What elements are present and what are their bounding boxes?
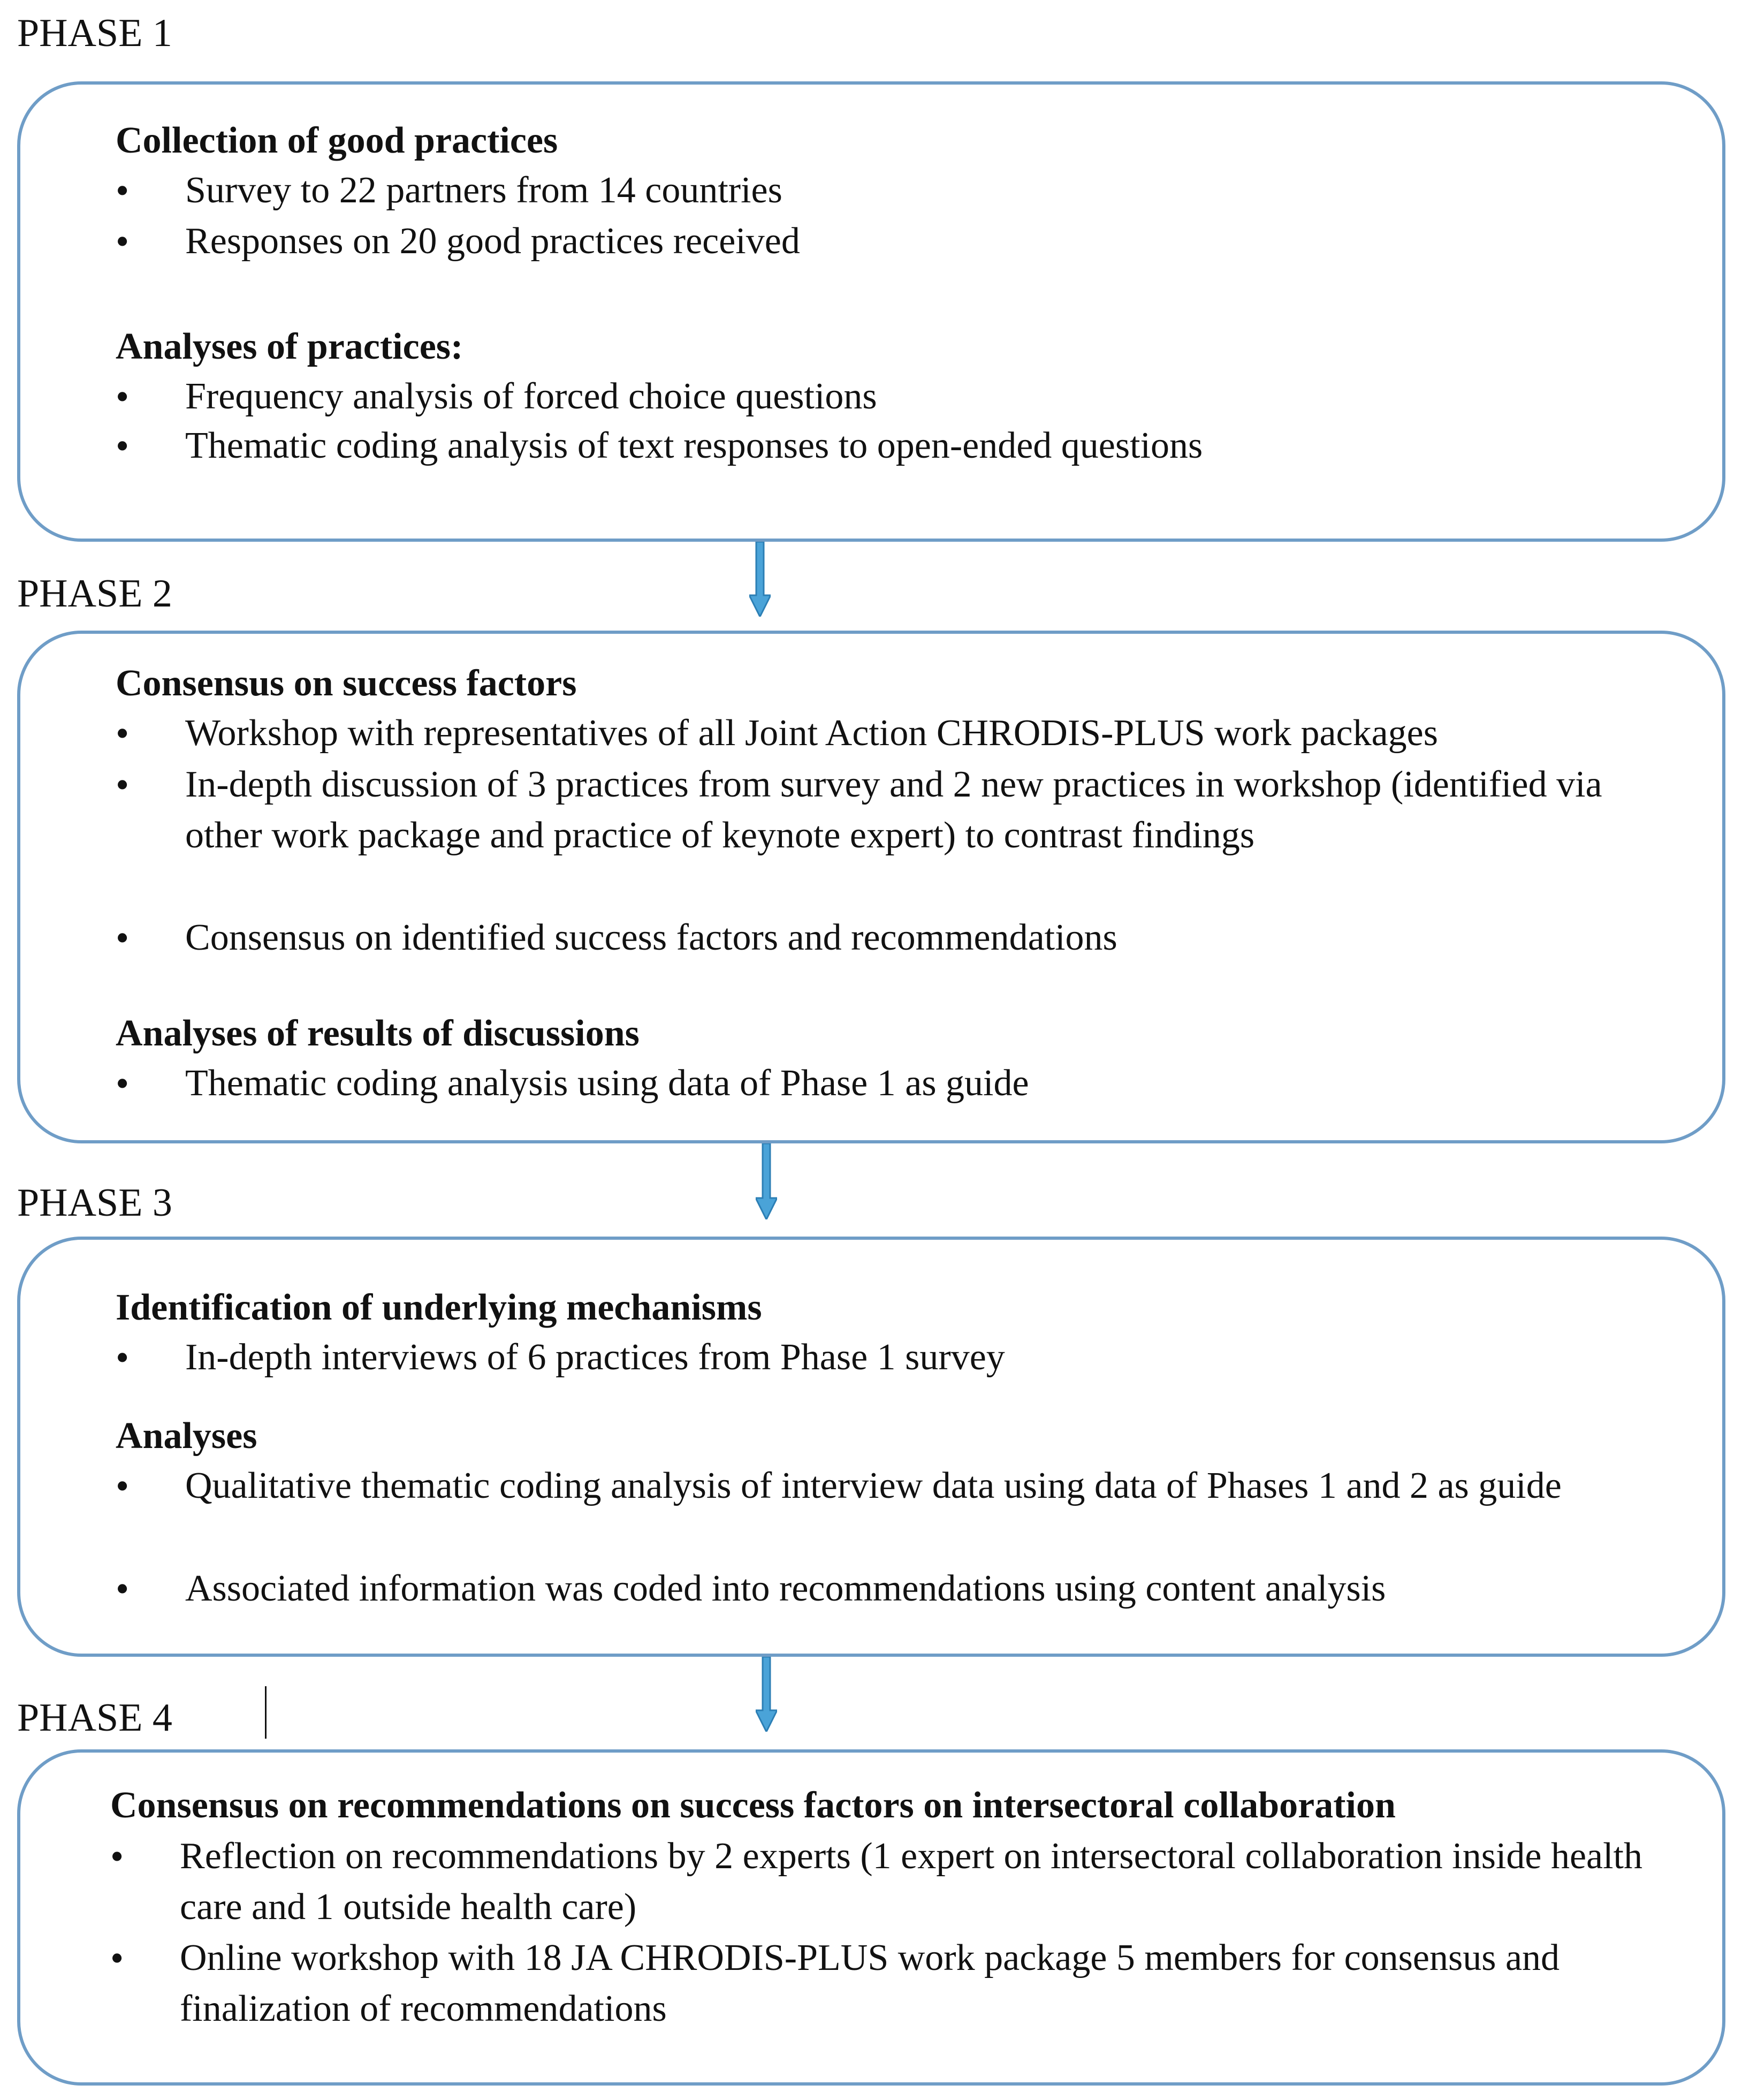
arrow-shape	[756, 1657, 777, 1732]
bullet-icon: •	[116, 916, 130, 959]
list-item-text: Thematic coding analysis using data of Phase 1 as guide	[185, 1063, 1029, 1104]
bullet-icon: •	[116, 424, 130, 467]
list-item-text: Reflection on recommendations by 2 experts (1 expert on intersectoral collaboration inside health care and 1 outside health care)	[180, 1836, 1643, 1928]
arrow-shape	[756, 1143, 777, 1219]
section-heading: Collection of good practices	[116, 120, 558, 161]
bullet-icon: •	[116, 1465, 130, 1507]
phase-4-label: PHASE 4	[17, 1696, 172, 1740]
bullet-icon: •	[116, 169, 130, 212]
section-heading: Identification of underlying mechanisms	[116, 1287, 762, 1328]
section-heading: Consensus on success factors	[116, 663, 577, 704]
list-item-text: Qualitative thematic coding analysis of interview data using data of Phases 1 and 2 as guide	[185, 1465, 1562, 1506]
bullet-icon: •	[116, 712, 130, 755]
section-heading: Analyses of practices:	[116, 326, 463, 367]
bullet-icon: •	[116, 1062, 130, 1105]
list-item-text: Responses on 20 good practices received	[185, 221, 800, 262]
bullet-icon: •	[116, 1336, 130, 1379]
section-heading: Consensus on recommendations on success factors on intersectoral collaboration	[110, 1785, 1396, 1826]
phase-4-box	[17, 1749, 1725, 2086]
section-heading: Analyses	[116, 1415, 257, 1457]
bullet-icon: •	[116, 1567, 130, 1610]
list-item-text: In-depth interviews of 6 practices from Phase 1 survey	[185, 1337, 1005, 1378]
arrow-shape	[749, 542, 771, 617]
phase-3-box	[17, 1237, 1725, 1657]
phase-3-label: PHASE 3	[17, 1181, 172, 1225]
bullet-icon: •	[110, 1937, 124, 1980]
list-item-text: Workshop with representatives of all Joint Action CHRODIS-PLUS work packages	[185, 712, 1438, 754]
list-item-text: Associated information was coded into recommendations using content analysis	[185, 1568, 1386, 1609]
bullet-icon: •	[116, 763, 130, 806]
down-arrow-icon	[756, 1143, 777, 1219]
bullet-icon: •	[110, 1835, 124, 1878]
phase-2-label: PHASE 2	[17, 572, 172, 616]
section-heading: Analyses of results of discussions	[116, 1013, 640, 1054]
list-item-text: Online workshop with 18 JA CHRODIS-PLUS work package 5 members for consensus and finalization of recommendations	[180, 1937, 1560, 2029]
bullet-icon: •	[116, 375, 130, 418]
phase-1-box	[17, 81, 1725, 542]
list-item-text: In-depth discussion of 3 practices from survey and 2 new practices in workshop (identified via other work package and practice of keynote expert) to contrast findings	[185, 764, 1602, 856]
list-item-text: Survey to 22 partners from 14 countries	[185, 170, 782, 211]
list-item-text: Frequency analysis of forced choice questions	[185, 376, 877, 417]
list-item-text: Consensus on identified success factors and recommendations	[185, 917, 1117, 958]
down-arrow-icon	[749, 542, 771, 617]
list-item-text: Thematic coding analysis of text responses to open-ended questions	[185, 425, 1203, 466]
phase-2-box	[17, 631, 1725, 1143]
text-cursor	[265, 1686, 267, 1739]
phase-1-label: PHASE 1	[17, 11, 172, 55]
bullet-icon: •	[116, 220, 130, 263]
down-arrow-icon	[756, 1657, 777, 1732]
